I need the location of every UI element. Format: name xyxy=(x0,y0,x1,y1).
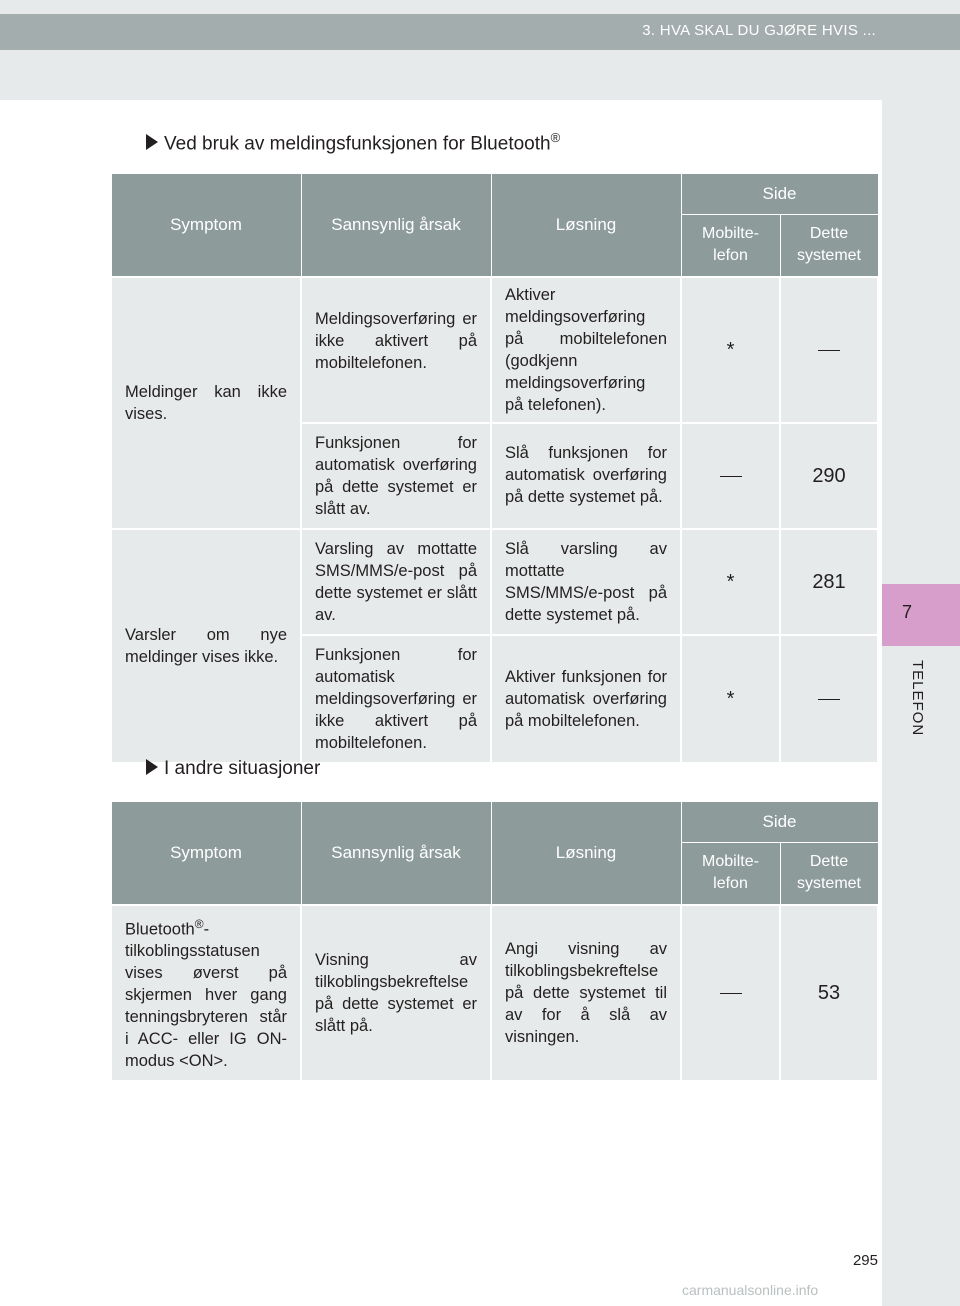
cause-cell: Funksjonen for automatisk meldingsoverføring er ikke aktivert på mobiltelefonen. xyxy=(301,635,491,763)
system-page-cell xyxy=(780,277,878,423)
system-page-cell: 281 xyxy=(780,529,878,635)
registered-mark: ® xyxy=(194,916,204,931)
col-header-symptom: Symptom xyxy=(111,174,301,277)
col-header-symptom: Symptom xyxy=(111,802,301,905)
cause-cell: Funksjonen for automatisk overføring på dette systemet er slått av. xyxy=(301,423,491,529)
cause-cell: Meldingsoverføring er ikke aktivert på mobiltelefonen. xyxy=(301,277,491,423)
col-header-page: Side xyxy=(681,174,878,215)
col-header-cause: Sannsynlig årsak xyxy=(301,174,491,277)
phone-page-cell xyxy=(681,423,780,529)
dash-mark xyxy=(818,350,840,351)
solution-cell: Slå funksjonen for automatisk overføring på dette systemet på. xyxy=(491,423,681,529)
dash-mark xyxy=(720,476,742,477)
chapter-tab-label: TELEFON xyxy=(909,660,926,737)
cause-cell: Visning av tilkoblingsbekreftelse på dette systemet er slått på. xyxy=(301,905,491,1081)
system-page-cell: 53 xyxy=(780,905,878,1081)
symptom-cell: Meldinger kan ikke vises. xyxy=(111,277,301,529)
section-heading-other-situations xyxy=(146,758,320,780)
chapter-tab-number: 7 xyxy=(902,602,913,622)
col-header-system: Dette systemet xyxy=(780,215,878,277)
section-heading-bluetooth-messages xyxy=(146,130,560,155)
triangle-bullet-icon xyxy=(146,134,158,150)
other-situations-table xyxy=(110,801,879,1082)
registered-mark: ® xyxy=(550,130,561,145)
chapter-title: 3. HVA SKAL DU GJØRE HVIS ... xyxy=(642,22,876,39)
col-header-solution: Løsning xyxy=(491,802,681,905)
solution-cell: Aktiver funksjonen for automatisk overføring på mobiltelefonen. xyxy=(491,635,681,763)
solution-cell: Aktiver meldingsoverføring på mobiltelefonen (godkjenn meldingsoverføring på telefonen). xyxy=(491,277,681,423)
table-row xyxy=(111,529,878,635)
dash-mark xyxy=(818,699,840,700)
col-header-phone: Mobilte- lefon xyxy=(681,215,780,277)
system-page-cell xyxy=(780,635,878,763)
phone-page-cell: * xyxy=(681,635,780,763)
section-heading-text: Ved bruk av meldingsfunksjonen for Bluetooth xyxy=(164,133,551,155)
col-header-system: Dette systemet xyxy=(780,843,878,905)
system-page-cell: 290 xyxy=(780,423,878,529)
col-header-phone: Mobilte- lefon xyxy=(681,843,780,905)
messages-table xyxy=(110,173,879,764)
solution-cell: Slå varsling av mottatte SMS/MMS/e-post på dette systemet på. xyxy=(491,529,681,635)
triangle-bullet-icon xyxy=(146,759,158,775)
chapter-tab xyxy=(882,584,960,646)
watermark: carmanualsonline.info xyxy=(682,1282,819,1298)
symptom-cell: Bluetooth®-tilkoblingsstatusen vises øverst på skjermen hver gang tenningsbryteren står i ACC- eller IG ON-modus <ON>. xyxy=(111,905,301,1081)
phone-page-cell: * xyxy=(681,529,780,635)
col-header-page: Side xyxy=(681,802,878,843)
phone-page-cell: * xyxy=(681,277,780,423)
solution-cell: Angi visning av tilkoblingsbekreftelse på dette systemet til av for å slå av visningen. xyxy=(491,905,681,1081)
table-row xyxy=(111,277,878,423)
page-number: 295 xyxy=(852,1252,878,1269)
cause-cell: Varsling av mottatte SMS/MMS/e-post på dette systemet er slått av. xyxy=(301,529,491,635)
dash-mark xyxy=(720,993,742,994)
section-heading-text: I andre situasjoner xyxy=(164,758,321,779)
col-header-cause: Sannsynlig årsak xyxy=(301,802,491,905)
symptom-cell: Varsler om nye meldinger vises ikke. xyxy=(111,529,301,763)
table-row xyxy=(111,905,878,1081)
phone-page-cell xyxy=(681,905,780,1081)
col-header-solution: Løsning xyxy=(491,174,681,277)
